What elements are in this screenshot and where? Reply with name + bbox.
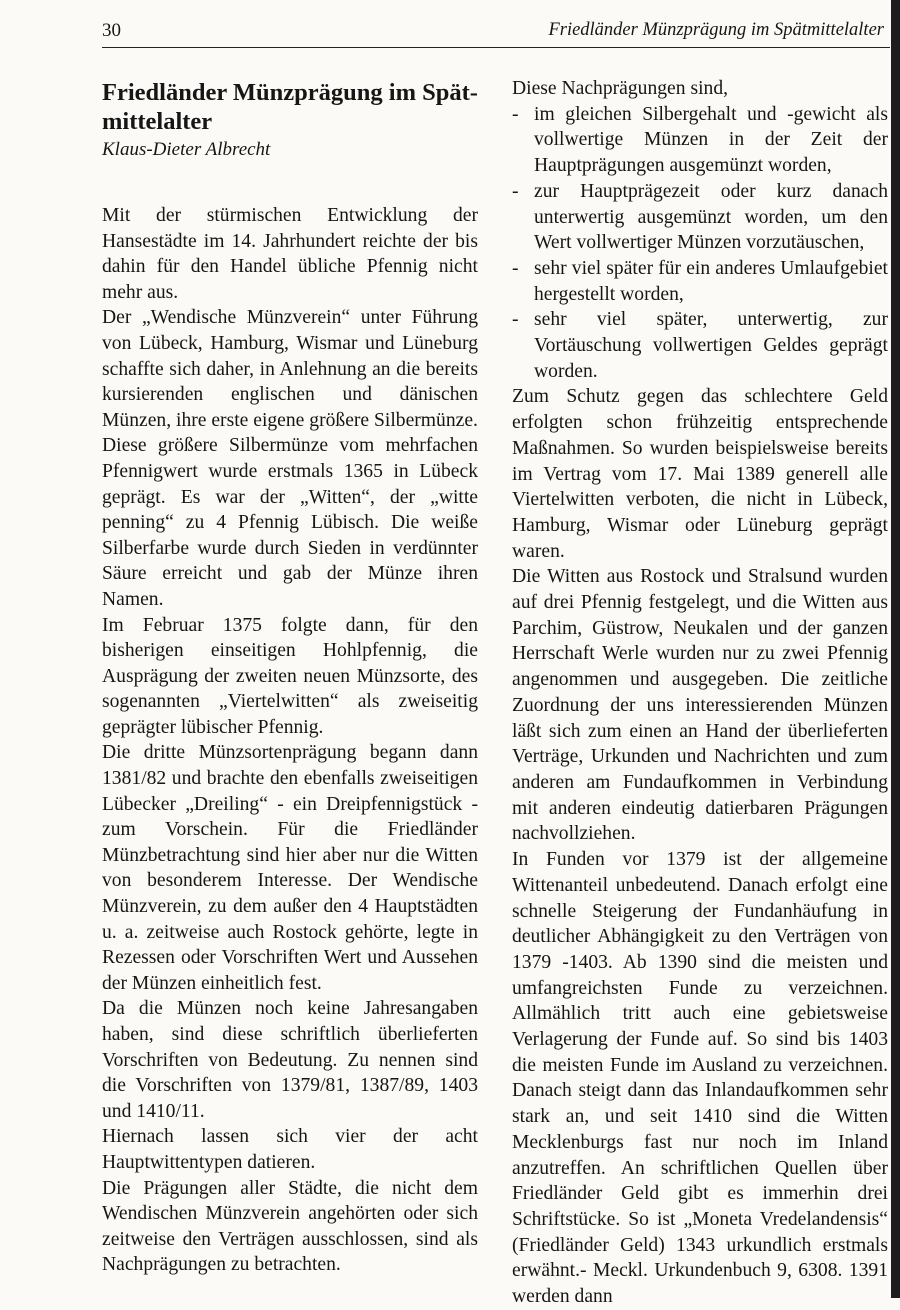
scan-edge-shadow [891, 0, 900, 1298]
right-column [512, 76, 888, 1310]
paragraph: Mit der stürmischen Entwicklung der Hansestädte im 14. Jahrhundert reichte der bis dahin für den Handel übliche Pfennig nicht mehr aus. [102, 205, 478, 303]
list-item: - zur Hauptprägezeit oder kurz danach unterwertig ausgemünzt worden, um den Wert vollwertiger Münzen vorzutäuschen, [512, 179, 888, 256]
paragraph: Die Prägungen aller Städte, die nicht dem Wendischen Münzverein angehörten oder sich zeitweise den Verträgen ausschlossen, sind als Nachprägungen zu betrachten. [102, 1177, 478, 1276]
paragraph: Da die Münzen noch keine Jahresangaben haben, sind diese schriftlich überlieferten Vorschriften von Bedeutung. Zu nennen sind die Vorschriften von 1379/81, 1387/89, 1403 und 1410/11. [102, 998, 478, 1122]
left-column [102, 78, 478, 1278]
list-item: - im gleichen Silbergehalt und -gewicht als vollwertige Münzen in der Zeit der Hauptprägungen ausgemünzt worden, [512, 102, 888, 179]
paragraph: Zum Schutz gegen das schlechtere Geld erfolgten schon frühzeitig entsprechende Maßnahmen. So wurden beispielsweise bereits im Vertrag vom 17. Mai 1389 generell alle Viertelwitten verboten, die nicht in Lübeck, Hamburg, Wismar oder Lüneburg geprägt waren. [512, 386, 888, 562]
paragraph: In Funden vor 1379 ist der allgemeine Wittenanteil unbedeutend. Danach erfolgt eine schnelle Steigerung der Fundanhäufung in deutlicher Abhängigkeit zu den Verträgen von 1379 -1403. Ab 1390 sind die meisten und umfangreichsten Funde zu verzeichnen. Allmählich tritt auch eine gebietsweise Verlagerung der Funde auf. So sind bis 1403 die meisten Funde im Ausland zu verzeichnen. Danach steigt dann das Inlandaufkommen sehr stark an, und seit 1410 sind die Witten Mecklenburgs fast nur noch im Inland anzutreffen. An schriftlichen Quellen über Friedländer Geld gibt es immerhin drei Schriftstücke. So ist „Moneta Vredelandensis“ (Friedländer Geld) 1343 urkundlich erstmals erwähnt.- Meckl. Urkundenbuch 9, 6308. 1391 werden dann [512, 849, 888, 1308]
paragraph: Im Februar 1375 folgte dann, für den bisherigen einseitigen Hohlpfennig, die Ausprägung der zweiten neuen Münzsorte, des sogenannten „Viertelwitten“ als zweiseitig geprägter lübischer Pfennig. [102, 614, 478, 738]
paragraph: Die dritte Münzsortenprägung begann dann 1381/82 und brachte den ebenfalls zweiseitigen Lübecker „Dreiling“ - ein Dreipfennigstück - zum Vorschein. Für die Friedländer Münzbetrachtung sind hier aber nur die Witten von besonderem Interesse. Der Wendische Münzverein, zu dem außer den 4 Hauptstädten u. a. zeitweise auch Rostock gehörte, legte in Rezessen oder Vorschriften Wert und Aussehen der Münzen einheitlich fest. [102, 742, 478, 994]
header-rule [102, 47, 890, 48]
paragraph: Hiernach lassen sich vier der acht Hauptwittentypen datieren. [102, 1126, 478, 1173]
paragraph: Diese größere Silbermünze vom mehrfachen Pfennigwert wurde erstmals 1365 in Lübeck geprägt. Es war der „Witten“, der „witte penning“ zu 4 Pfennig Lübisch. Die weiße Silberfarbe wurde durch Sieden in verdünnter Säure erreicht und gab der Münze ihren Namen. [102, 435, 478, 610]
left-body [102, 203, 478, 1278]
dash-list [512, 102, 888, 385]
article-author: Klaus-Dieter Albrecht [102, 139, 271, 160]
running-title: Friedländer Münzprägung im Spätmittelalter [548, 20, 884, 40]
paragraph: Die Witten aus Rostock und Stralsund wurden auf drei Pfennig festgelegt, und die Witten aus Parchim, Güstrow, Neukalen und der ganzen Herrschaft Werle wurden nur zu zwei Pfennig angenommen und ausgegeben. Die zeitliche Zuordnung der uns interessierenden Münzen läßt sich zum einen an Hand der überlieferten Verträge, Urkunden und Nachrichten und zum anderen am Fundaufkommen in Verbindung mit anderen eindeutig datierbaren Prägungen nachvollziehen. [512, 566, 888, 845]
list-item: - sehr viel später für ein anderes Umlaufgebiet hergestellt worden, [512, 256, 888, 307]
paragraph: Der „Wendische Münzverein“ unter Führung von Lübeck, Hamburg, Wismar und Lüneburg schaffte sich daher, in Anlehnung an die bereits kursierenden englischen und dänischen Münzen, ihre erste eigene größere Silbermünze. [102, 307, 478, 431]
list-item: - sehr viel später, unterwertig, zur Vortäuschung vollwertigen Geldes geprägt worden. [512, 307, 888, 384]
article-title: Friedländer Münzprägung im Spät-mittelalter [102, 79, 478, 135]
list-intro: Diese Nachprägungen sind, [512, 78, 729, 99]
page-number: 30 [102, 20, 121, 41]
